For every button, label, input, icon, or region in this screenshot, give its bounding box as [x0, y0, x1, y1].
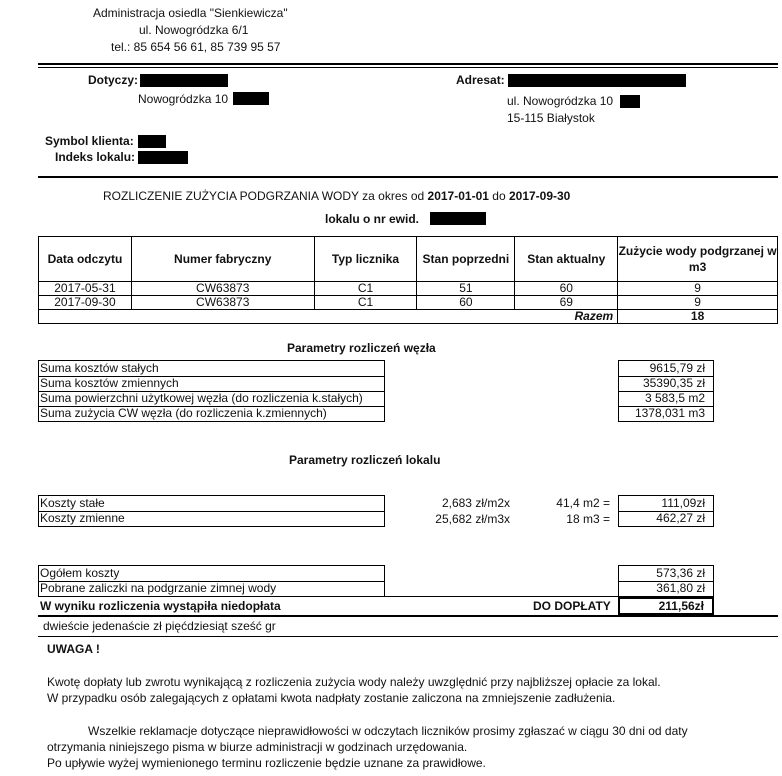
lokal-label: Koszty zmienne	[40, 511, 125, 525]
lokal-x: x	[504, 496, 510, 510]
wezel-label: Suma kosztów zmiennych	[39, 376, 384, 392]
col-header: Zużycie wody podgrzanej w m3	[618, 237, 778, 282]
razem-label: Razem	[39, 310, 618, 324]
lokal-title: lokalu o nr ewid.	[325, 212, 420, 226]
col-header: Stan poprzedni	[417, 237, 515, 282]
col-header: Numer fabryczny	[131, 237, 314, 282]
lokal-params-title: Parametry rozliczeń lokalu	[289, 453, 441, 467]
cell: 51	[417, 282, 515, 296]
date-from: 2017-01-01	[427, 189, 489, 203]
wezel-values-box	[618, 360, 714, 422]
ogolem-value: 573,36 zł	[619, 566, 713, 582]
lokal-labels-box	[38, 495, 385, 527]
summary-labels-box	[38, 565, 385, 597]
admin-name: Administracja osiedla "Sienkiewicza"	[93, 6, 288, 20]
table-row	[39, 282, 778, 296]
cell: 60	[515, 282, 618, 296]
cell: C1	[314, 282, 417, 296]
cell: C1	[314, 296, 417, 310]
zaliczki-value: 361,80 zł	[656, 581, 705, 595]
lokal-value: 462,27 zł	[656, 511, 705, 525]
lokal-label: Koszty stałe	[39, 496, 384, 512]
lokal-values-box	[618, 495, 714, 527]
cell: CW63873	[131, 282, 314, 296]
readings-table	[38, 236, 778, 324]
wezel-label: Suma kosztów stałych	[39, 361, 384, 377]
redacted-block	[430, 212, 486, 225]
lokal-value: 111,09zł	[619, 496, 713, 512]
indeks-lokalu-label: Indeks lokalu:	[55, 150, 136, 164]
razem-value: 18	[618, 310, 778, 324]
uwaga-p1b: W przypadku osób zalegających z opłatami kwota nadpłaty zostanie zaliczona na zmniejszenie zadłużenia.	[47, 691, 616, 705]
admin-address: ul. Nowogródzka 6/1	[139, 23, 249, 37]
title-do: do	[492, 189, 506, 203]
divider	[38, 615, 778, 617]
zaliczki-label: Pobrane zaliczki na podgrzanie zimnej wody	[40, 581, 277, 595]
adresat-street: ul. Nowogródzka 10	[507, 94, 614, 108]
wezel-value: 35390,35 zł	[619, 376, 713, 392]
header-divider-thin	[38, 67, 778, 68]
redacted-block	[138, 135, 166, 148]
divider	[38, 636, 778, 637]
cell: CW63873	[131, 296, 314, 310]
divider	[38, 596, 618, 597]
wezel-value: 1378,031 m3	[634, 406, 705, 420]
summary-values-box	[618, 565, 714, 597]
do-doplaty-box	[618, 597, 714, 615]
lokal-qty: 41,4 m2 =	[556, 496, 610, 510]
uwaga-p2c: Po upływie wyżej wymienionego terminu rozliczenie będzie uznane za prawidłowe.	[47, 756, 486, 770]
uwaga-p2a: Wszelkie reklamacje dotyczące nieprawidłowości w odczytach liczników prosimy zgłaszać w ciągu 30 dni od daty	[88, 724, 688, 738]
cell: 9	[618, 282, 778, 296]
uwaga-p2b: otrzymania niniejszego pisma w biurze administracji w godzinach urzędowania.	[47, 740, 468, 754]
redacted-block	[508, 74, 686, 87]
lokal-rate: 2,683 zł/m2	[441, 496, 504, 510]
wezel-value: 3 583,5 m2	[619, 391, 713, 407]
cell: 9	[618, 296, 778, 310]
razem-row	[39, 310, 778, 324]
col-header: Data odczytu	[39, 237, 132, 282]
lokal-x: x	[504, 512, 510, 526]
wezel-label: Suma powierzchni użytkowej węzła (do rozliczenia k.stałych)	[39, 391, 384, 407]
adresat-city: 15-115 Białystok	[507, 111, 595, 125]
cell: 69	[515, 296, 618, 310]
table-header-row	[39, 237, 778, 282]
dotyczy-label: Dotyczy:	[88, 73, 139, 87]
admin-phone: tel.: 85 654 56 61, 85 739 95 57	[111, 40, 281, 54]
header-divider	[38, 63, 778, 65]
col-header: Stan aktualny	[515, 237, 618, 282]
date-to: 2017-09-30	[508, 189, 571, 203]
redacted-block	[620, 95, 640, 108]
wezel-title: Parametry rozliczeń węzła	[287, 341, 436, 355]
table-row	[39, 296, 778, 310]
ogolem-label: Ogółem koszty	[39, 566, 384, 582]
wezel-labels-box	[38, 360, 385, 422]
adresat-label: Adresat:	[456, 73, 505, 87]
symbol-klienta-label: Symbol klienta:	[45, 134, 134, 148]
lokal-qty: 18 m3 =	[566, 512, 610, 526]
lokal-rate: 25,682 zł/m3	[435, 512, 504, 526]
redacted-block	[140, 74, 228, 87]
wezel-value: 9615,79 zł	[619, 361, 713, 377]
wynik-label: W wyniku rozliczenia wystąpiła niedopłata	[40, 599, 281, 613]
do-doplaty-label: DO DOPŁATY	[533, 599, 611, 613]
col-header: Typ licznika	[314, 237, 417, 282]
cell: 2017-05-31	[39, 282, 132, 296]
cell: 60	[417, 296, 515, 310]
redacted-block	[138, 151, 188, 164]
report-title	[103, 189, 570, 203]
slownie-amount: dwieście jedenaście zł pięćdziesiąt sześć gr	[43, 619, 276, 633]
uwaga-title: UWAGA !	[47, 642, 100, 656]
wezel-label: Suma zużycia CW węzła (do rozliczenia k.zmiennych)	[40, 406, 327, 420]
redacted-block	[233, 92, 269, 105]
dotyczy-address: Nowogródzka 10	[138, 92, 229, 106]
title-prefix: ROZLICZENIE ZUŻYCIA PODGRZANIA WODY za okres od	[103, 189, 425, 203]
cell: 2017-09-30	[39, 296, 132, 310]
uwaga-p1a: Kwotę dopłaty lub zwrotu wynikającą z rozliczenia zużycia wody należy uwzględnić przy najbliższej opłacie za lokal.	[47, 675, 661, 689]
section-divider	[38, 176, 778, 178]
do-doplaty-value: 211,56zł	[658, 599, 704, 613]
